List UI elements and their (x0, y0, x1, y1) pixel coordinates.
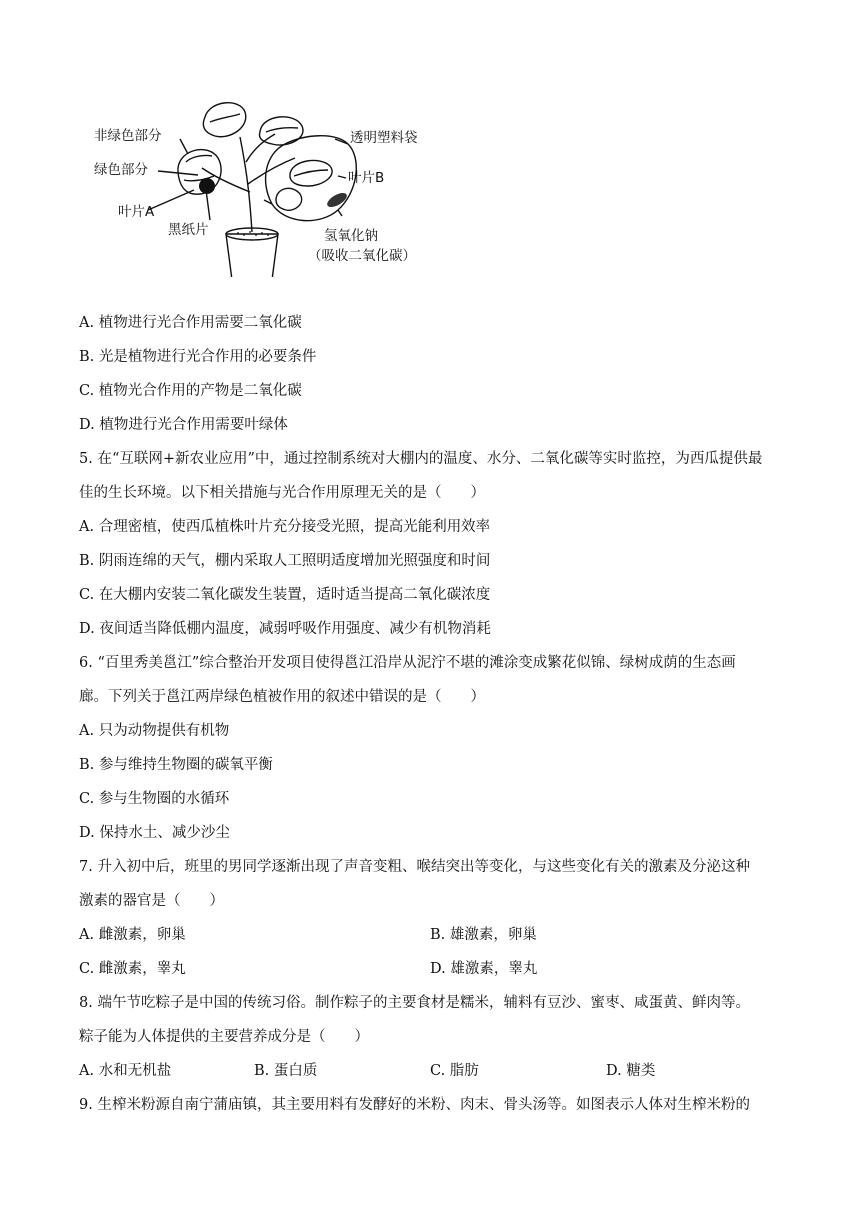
q5-option-b: B. 阴雨连绵的天气，棚内采取人工照明适度增加光照强度和时间 (79, 553, 491, 569)
black-paper-icon (199, 178, 215, 194)
top-leaf (203, 103, 245, 137)
q8-stem-line-1: 8. 端午节吃粽子是中国的传统习俗。制作粽子的主要食材是糯米，辅料有豆沙、蜜枣、咸蛋黄、鲜肉等。 (79, 995, 750, 1011)
q6-option-b: B. 参与维持生物圈的碳氧平衡 (79, 757, 273, 773)
label-bag: 透明塑料袋 (350, 130, 418, 146)
q5-stem-line-1: 5. 在“互联网+新农业应用”中，通过控制系统对大棚内的温度、水分、二氧化碳等实时监控，为西瓜提供最 (79, 451, 763, 467)
q8-option-c: C. 脂肪 (430, 1063, 479, 1079)
naoh-dish (325, 190, 349, 210)
q4-option-b: B. 光是植物进行光合作用的必要条件 (79, 349, 317, 365)
q9-stem-line-1: 9. 生榨米粉源自南宁蒲庙镇，其主要用料有发酵好的米粉、肉末、骨头汤等。如图表示人体对生榨米粉的 (79, 1097, 750, 1113)
q7-option-a: A. 雌激素，卵巢 (79, 927, 186, 943)
q8-option-a: A. 水和无机盐 (79, 1063, 172, 1079)
q6-option-a: A. 只为动物提供有机物 (79, 723, 230, 739)
label-non-green: 非绿色部分 (94, 128, 162, 144)
plant-stem (240, 137, 252, 232)
label-naoh-note: （吸收二氧化碳） (308, 248, 416, 264)
q5-option-c: C. 在大棚内安装二氧化碳发生装置，适时适当提高二氧化碳浓度 (79, 587, 491, 603)
q6-option-d: D. 保持水土、减少沙尘 (79, 825, 230, 841)
experiment-figure (80, 92, 460, 277)
q7-stem-line-1: 7. 升入初中后，班里的男同学逐渐出现了声音变粗、喉结突出等变化，与这些变化有关的激素及分泌这种 (79, 859, 750, 875)
label-black-paper: 黑纸片 (168, 222, 209, 238)
q4-option-c: C. 植物光合作用的产物是二氧化碳 (79, 383, 302, 399)
label-leaf-b: 叶片B (348, 170, 385, 186)
q7-option-c: C. 雌激素，睾丸 (79, 961, 186, 977)
q6-stem-line-1: 6. “百里秀美邕江”综合整治开发项目使得邕江沿岸从泥泞不堪的滩涂变成繁花似锦、绿树成荫的生态画 (79, 655, 736, 671)
q4-option-d: D. 植物进行光合作用需要叶绿体 (79, 417, 288, 433)
q7-option-b: B. 雄激素，卵巢 (430, 927, 537, 943)
label-green: 绿色部分 (94, 162, 148, 178)
label-naoh: 氢氧化钠 (324, 228, 378, 244)
q6-option-c: C. 参与生物圈的水循环 (79, 791, 230, 807)
plastic-bag (266, 136, 357, 221)
label-leaf-a: 叶片A (118, 204, 155, 220)
q5-option-d: D. 夜间适当降低棚内温度，减弱呼吸作用强度、减少有机物消耗 (79, 621, 491, 637)
q6-stem-line-2: 廊。下列关于邕江两岸绿色植被作用的叙述中错误的是（ ） (79, 689, 485, 705)
q5-option-a: A. 合理密植，使西瓜植株叶片充分接受光照，提高光能利用效率 (79, 519, 491, 535)
q8-stem-line-2: 粽子能为人体提供的主要营养成分是（ ） (79, 1029, 369, 1045)
right-upper-leaf (260, 117, 303, 145)
leaf-b (290, 160, 332, 186)
q8-option-b: B. 蛋白质 (254, 1063, 318, 1079)
q7-stem-line-2: 激素的器官是（ ） (79, 893, 224, 909)
q5-stem-line-2: 佳的生长环境。以下相关措施与光合作用原理无关的是（ ） (79, 485, 485, 501)
q8-option-d: D. 糖类 (606, 1063, 656, 1079)
q4-option-a: A. 植物进行光合作用需要二氧化碳 (79, 315, 302, 331)
q7-option-d: D. 雄激素，睾丸 (430, 961, 538, 977)
plant-experiment-diagram (80, 92, 460, 277)
